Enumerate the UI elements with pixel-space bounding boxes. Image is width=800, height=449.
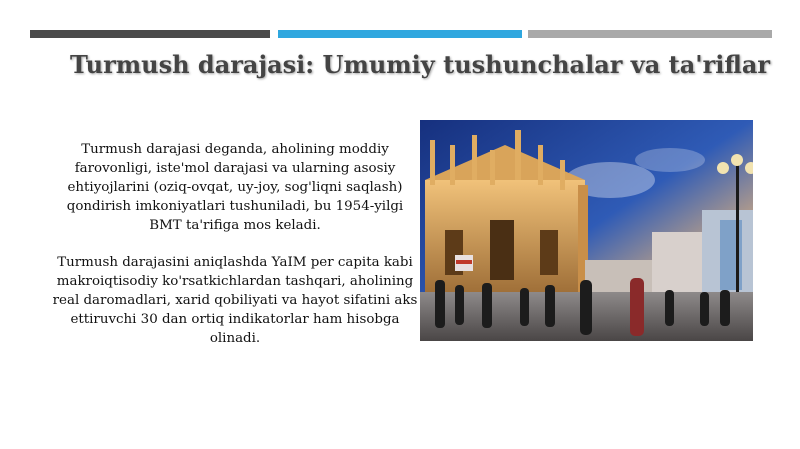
slide-body	[50, 140, 420, 366]
accent-bar-dark	[30, 30, 270, 38]
paragraph-indicators: Turmush darajasini aniqlashda YaIM per capita kabi makroiqtisodiy ko'rsatkichlardan tashqari, aholining real daromadlari, xarid qobiliyati va hayot sifatini aks ettiruvchi 30 dan ortiq indikatorlar ham hisobga olinadi.	[52, 255, 418, 346]
accent-bar-blue	[278, 30, 522, 38]
slide-title: Turmush darajasi: Umumiy tushunchalar va ta'riflar	[70, 50, 771, 79]
accent-bar-gray	[528, 30, 772, 38]
cathedral-square-photo	[420, 120, 753, 341]
paragraph-definition: Turmush darajasi deganda, aholining moddiy farovonligi, iste'mol darajasi va ularning asosiy ehtiyojlarini (oziq-ovqat, uy-joy, sog'liqni saqlash) qondirish imkoniyatlari tushuniladi, bu 1954-yilgi BMT ta'rifiga mos keladi.	[66, 142, 404, 233]
